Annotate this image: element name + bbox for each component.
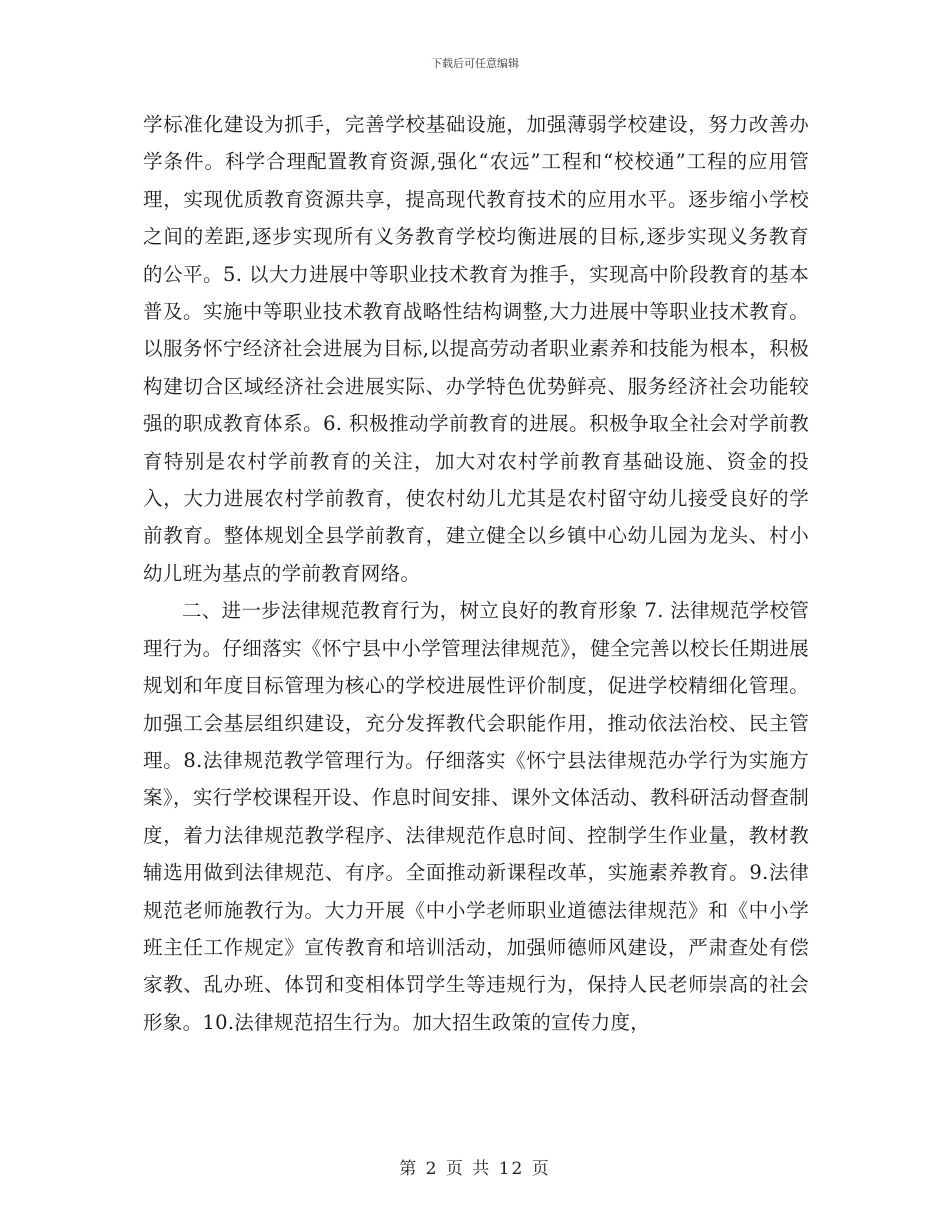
page-header: 下载后可任意编辑 xyxy=(431,57,519,70)
paragraph-1: 学标准化建设为抓手，完善学校基础设施，加强薄弱学校建设，努力改善办学条件。科学合理配置教育资源,强化“农远”工程和“校校通”工程的应用管理，实现优质教育资源共享，提高现代教育技术的应用水平。逐步缩小学校之间的差距,逐步实现所有义务教育学校均衡进展的目标,逐步实现义务教育的公平。5. 以大力进展中等职业技术教育为推手，实现高中阶段教育的基本普及。实施中等职业技术教育战略性结构调整,大力进展中等职业技术教育。以服务怀宁经济社会进展为目标,以提高劳动者职业素养和技能为根本，积极构建切合区域经济社会进展实际、办学特色优势鲜亮、服务经济社会功能较强的职成教育体系。6. 积极推动学前教育的进展。积极争取全社会对学前教育特别是农村学前教育的关注，加大对农村学前教育基础设施、资金的投入，大力进展农村学前教育，使农村幼儿尤其是农村留守幼儿接受良好的学前教育。整体规划全县学前教育，建立健全以乡镇中心幼儿园为龙头、村小幼儿班为基点的学前教育网络。 xyxy=(143,113,809,585)
page-number-footer: 第 2 页 共 12 页 xyxy=(399,1159,551,1179)
paragraph-2: 二、进一步法律规范教育行为，树立良好的教育形象 7. 法律规范学校管理行为。仔细落实《怀宁县中小学管理法律规范》，健全完善以校长任期进展规划和年度目标管理为核心的学校进展性评价制度，促进学校精细化管理。加强工会基层组织建设，充分发挥教代会职能作用，推动依法治校、民主管理。8.法律规范教学管理行为。仔细落实《怀宁县法律规范办学行为实施方案》，实行学校课程开设、作息时间安排、课外文体活动、教科研活动督查制度，着力法律规范教学程序、法律规范作息时间、控制学生作业量，教材教辅选用做到法律规范、有序。全面推动新课程改革，实施素养教育。9.法律规范老师施教行为。大力开展《中小学老师职业道德法律规范》和《中小学班主任工作规定》宣传教育和培训活动，加强师德师风建设，严肃查处有偿家教、乱办班、体罚和变相体罚学生等违规行为，保持人民老师崇高的社会形象。10.法律规范招生行为。加大招生政策的宣传力度， xyxy=(143,599,809,1034)
document-body xyxy=(143,106,809,1041)
